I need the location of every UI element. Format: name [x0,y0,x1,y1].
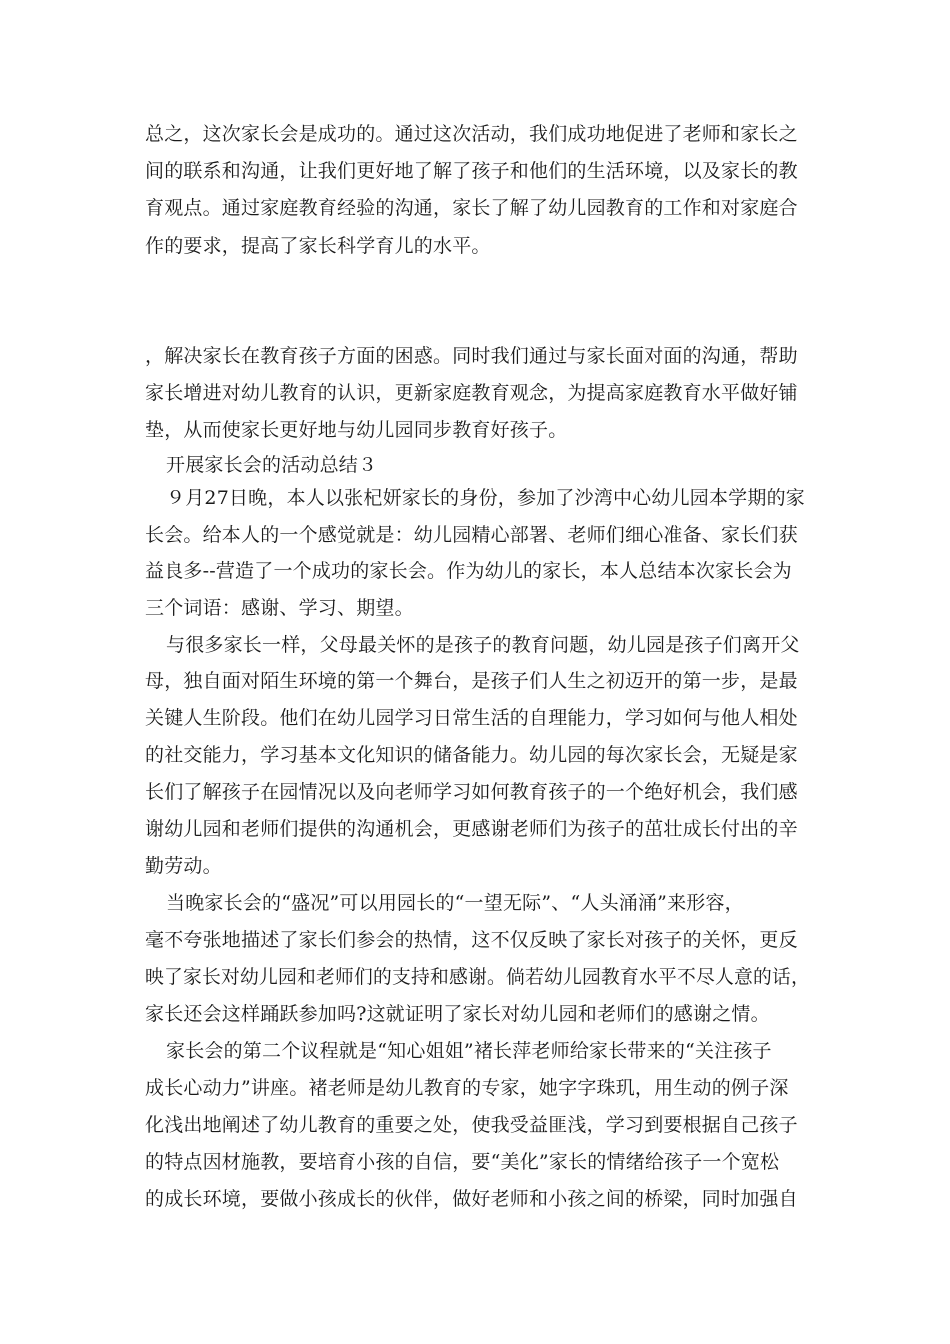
text-line: 关键人生阶段。他们在幼儿园学习日常生活的自理能力，学习如何与他人相处 [145,707,798,729]
text-line: 家长还会这样踊跃参加吗?这就证明了家长对幼儿园和老师们的感谢之情。 [145,1003,770,1025]
text-line: 家长会的第二个议程就是“知心姐姐”褚长萍老师给家长带来的“关注孩子 [166,1040,772,1062]
text-line: 成长心动力”讲座。褚老师是幼儿教育的专家，她字字珠玑，用生动的例子深 [145,1077,789,1099]
text-line: 作的要求，提高了家长科学育儿的水平。 [145,235,491,257]
text-line: 与很多家长一样，父母最关怀的是孩子的教育问题，幼儿园是孩子们离开父 [166,634,800,656]
text-line: 映了家长对幼儿园和老师们的支持和感谢。倘若幼儿园教育水平不尽人意的话， [145,966,811,988]
text-line: ９月27日晚，本人以张杞妍家长的身份，参加了沙湾中心幼儿园本学期的家 [166,487,805,509]
text-line: 当晚家长会的“盛况”可以用园长的“一望无际”、“人头涌涌”来形容， [166,892,744,914]
text-line: 垫，从而使家长更好地与幼儿园同步教育好孩子。 [145,419,568,441]
text-line: 的社交能力，学习基本文化知识的储备能力。幼儿园的每次家长会，无疑是家 [145,744,798,766]
text-line: 总之，这次家长会是成功的。通过这次活动，我们成功地促进了老师和家长之 [145,123,798,145]
text-line: ，解决家长在教育孩子方面的困惑。同时我们通过与家长面对面的沟通，帮助 [145,345,798,367]
text-line: 长会。给本人的一个感觉就是：幼儿园精心部署、老师们细心准备、家长们获 [145,524,798,546]
text-line: 毫不夸张地描述了家长们参会的热情，这不仅反映了家长对孩子的关怀，更反 [145,929,798,951]
text-line: 的特点因材施教，要培育小孩的自信，要“美化”家长的情绪给孩子一个宽松 [145,1151,780,1173]
text-line: 育观点。通过家庭教育经验的沟通，家长了解了幼儿园教育的工作和对家庭合 [145,197,798,219]
section-heading: 开展家长会的活动总结３ [166,454,378,476]
text-line: 谢幼儿园和老师们提供的沟通机会，更感谢老师们为孩子的茁壮成长付出的辛 [145,818,798,840]
text-line: 益良多--营造了一个成功的家长会。作为幼儿的家长，本人总结本次家长会为 [145,560,792,582]
text-line: 母，独自面对陌生环境的第一个舞台，是孩子们人生之初迈开的第一步，是最 [145,670,798,692]
text-line: 三个词语：感谢、学习、期望。 [145,597,414,619]
text-line: 的成长环境，要做小孩成长的伙伴，做好老师和小孩之间的桥梁，同时加强自 [145,1188,798,1210]
text-line: 间的联系和沟通，让我们更好地了解了孩子和他们的生活环境，以及家长的教 [145,160,798,182]
text-line: 家长增进对幼儿教育的认识，更新家庭教育观念，为提高家庭教育水平做好铺 [145,382,798,404]
text-line: 化浅出地阐述了幼儿教育的重要之处，使我受益匪浅，学习到要根据自己孩子 [145,1114,798,1136]
text-line: 勤劳动。 [145,855,222,877]
text-line: 长们了解孩子在园情况以及向老师学习如何教育孩子的一个绝好机会，我们感 [145,781,798,803]
